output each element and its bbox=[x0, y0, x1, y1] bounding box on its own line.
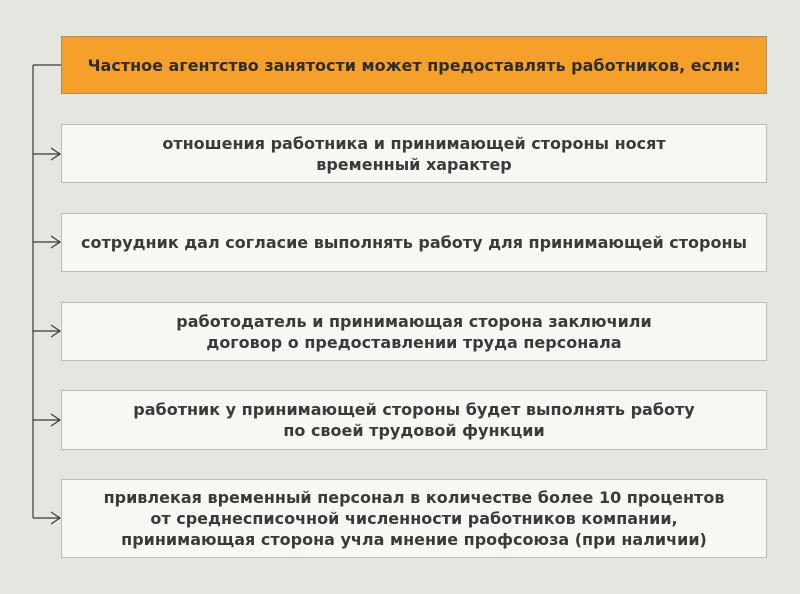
condition-box-1 bbox=[61, 124, 767, 183]
header-text: Частное агентство занятости может предоставлять работников, если: bbox=[87, 55, 741, 75]
condition-box-2 bbox=[61, 213, 767, 272]
arrow-3 bbox=[33, 325, 60, 337]
arrow-4 bbox=[33, 414, 60, 426]
condition-text-1: отношения работника и принимающей стороны носят временный характер bbox=[162, 133, 666, 174]
condition-box-5 bbox=[61, 479, 767, 558]
condition-text-5: привлекая временный персонал в количестве более 10 процентов от среднесписочной численности работников компании, принимающая сторона учла мнение профсоюза (при наличии) bbox=[103, 488, 725, 549]
header-box bbox=[61, 36, 767, 94]
condition-text-2: сотрудник дал согласие выполнять работу для принимающей стороны bbox=[81, 233, 747, 252]
arrow-2 bbox=[33, 236, 60, 248]
condition-text-3: работодатель и принимающая сторона заключили договор о предоставлении труда персонала bbox=[176, 311, 652, 352]
arrow-1 bbox=[33, 148, 60, 160]
arrow-5 bbox=[33, 512, 60, 524]
condition-box-4 bbox=[61, 390, 767, 450]
condition-text-4: работник у принимающей стороны будет выполнять работу по своей трудовой функции bbox=[133, 400, 695, 440]
condition-box-3 bbox=[61, 302, 767, 361]
